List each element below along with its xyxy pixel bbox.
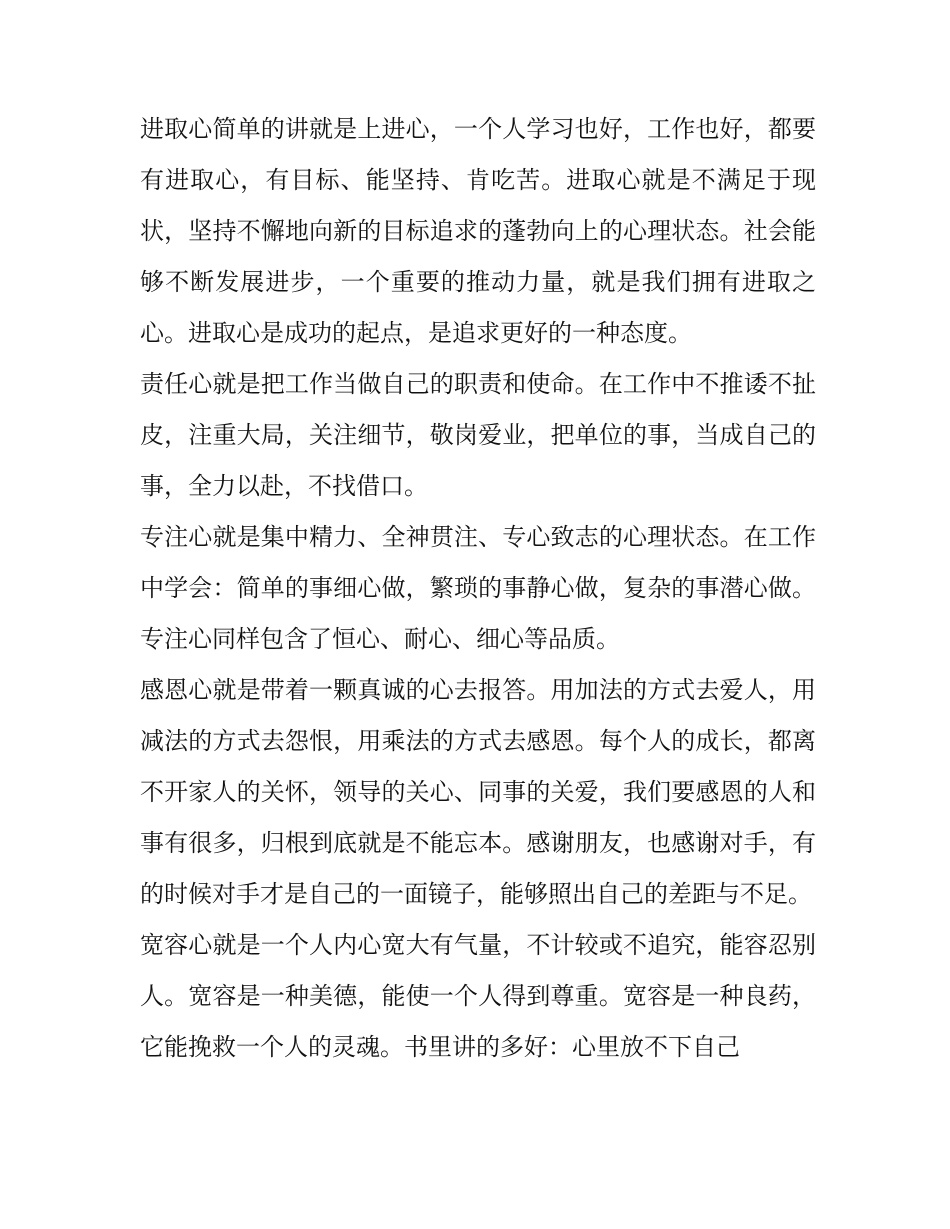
paragraph-ambition: 进取心简单的讲就是上进心，一个人学习也好，工作也好，都要有进取心，有目标、能坚持、肯吃苦。进取心就是不满足于现状，坚持不懈地向新的目标追求的蓬勃向上的心理状态。社会能够不断发展进步，一个重要的推动力量，就是我们拥有进取之心。进取心是成功的起点，是追求更好的一种态度。: [140, 115, 816, 347]
paragraph-gratitude: 感恩心就是带着一颗真诚的心去报答。用加法的方式去爱人，用减法的方式去怨恨，用乘法的方式去感恩。每个人的成长，都离不开家人的关怀，领导的关心、同事的关爱，我们要感恩的人和事有很多，归根到底就是不能忘本。感谢朋友，也感谢对手，有的时候对手才是自己的一面镜子，能够照出自己的差距与不足。: [140, 676, 816, 908]
document-body: [140, 104, 816, 1073]
paragraph-responsibility: 责任心就是把工作当做自己的职责和使命。在工作中不推诿不扯皮，注重大局，关注细节，敬岗爱业，把单位的事，当成自己的事，全力以赴，不找借口。: [140, 370, 816, 500]
paragraph-tolerance: 宽容心就是一个人内心宽大有气量，不计较或不追究，能容忍别人。宽容是一种美德，能使一个人得到尊重。宽容是一种良药，它能挽救一个人的灵魂。书里讲的多好：心里放不下自己: [140, 931, 816, 1061]
paragraph-focus: 专注心就是集中精力、全神贯注、专心致志的心理状态。在工作中学会：简单的事细心做，繁琐的事静心做，复杂的事潜心做。专注心同样包含了恒心、耐心、细心等品质。: [140, 523, 816, 653]
